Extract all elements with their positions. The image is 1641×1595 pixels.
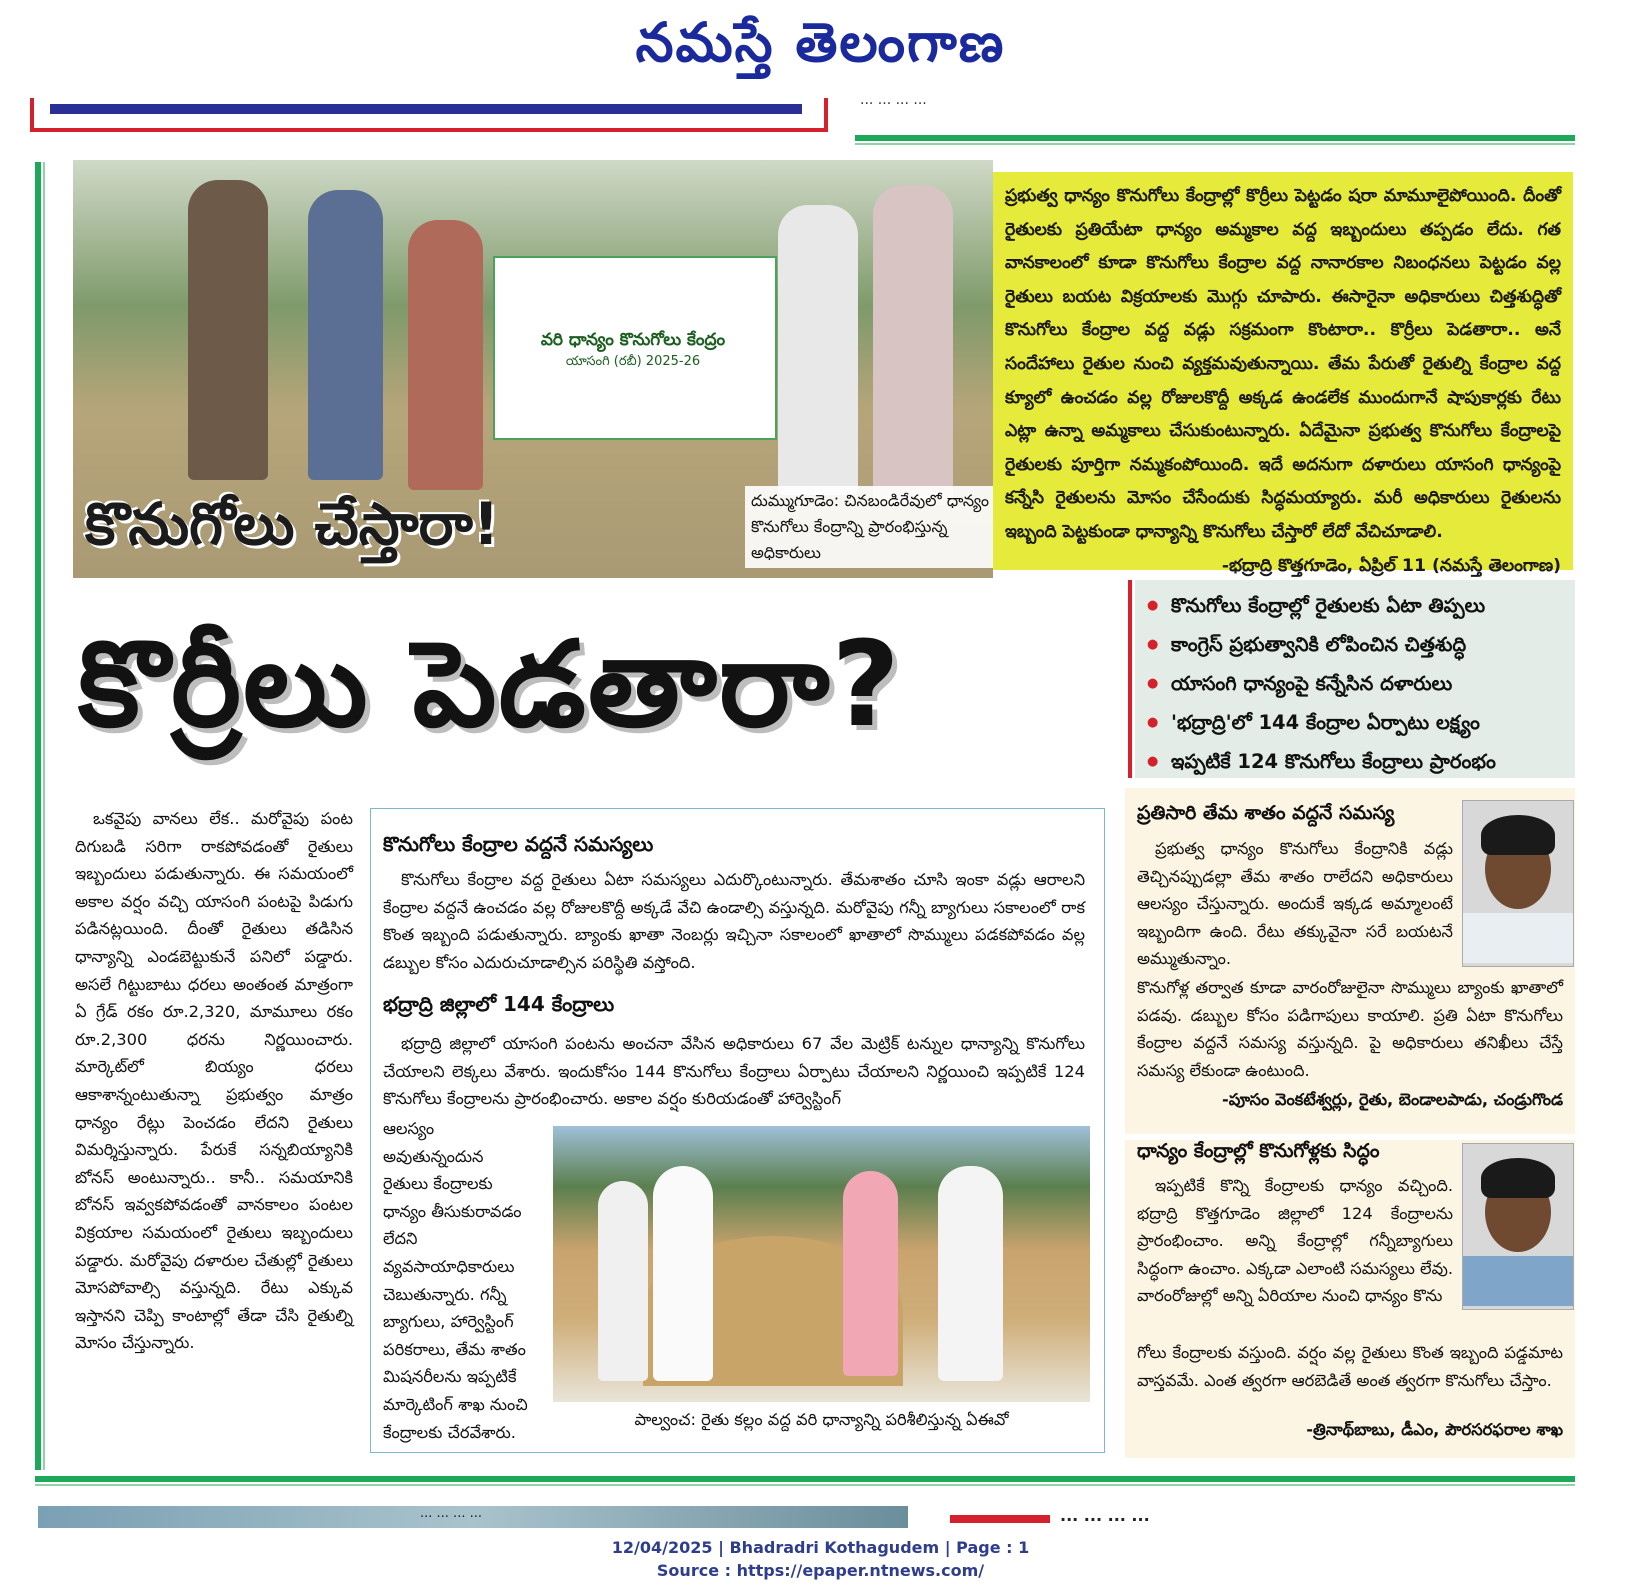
green-rule-bottom-thin [35,1484,1575,1486]
mid-heading-1: కొనుగోలు కేంద్రాల వద్దనే సమస్యలు [383,832,654,856]
highlight-item: ● 'భద్రాద్రి'లో 144 కేంద్రాల ఏర్పాటు లక్ష్యం [1145,703,1565,742]
farmer-quote-heading: ప్రతిసారి తేమ శాతం వద్దనే సమస్య [1137,802,1395,824]
left-column [75,805,353,1357]
frame-left-thin [43,162,45,1470]
headline: కొర్రీలు పెడతారా? [78,615,902,753]
farmer-quote-text-b: కొనుగోళ్ల తర్వాత కూడా వారంరోజులైనా సొమ్ములు బ్యాంకు ఖాతాలో పడవు. డబ్బుల కోసం పడిగాపులు కాయాలి. ప్రతి ఏటా కొనుగోలు కేంద్రాల వద్దనే సమస్య వస్తున్నది. పై అధికారులు తనిఖీలు చేస్తే సమస్య లేకుండా ఉంటుంది. [1137,978,1563,1080]
banner-title: వరి ధాన్యం కొనుగోలు కేంద్రం యాసంగి (రబీ) 2025-26 [540,330,726,369]
bullets-red-bar [1128,580,1132,778]
green-rule-top-thin [855,143,1575,145]
highlight-item: ● యాసంగి ధాన్యంపై కన్నేసిన దళారులు [1145,664,1565,703]
mid-paragraph-2: భద్రాద్రి జిల్లాలో యాసంగి పంటను అంచనా వేసిన అధికారులు 67 వేల మెట్రిక్ టన్నుల ధాన్యాన్ని కొనుగోలు చేయాలని లెక్కలు వేశారు. ఇందుకోసం 144 కొనుగోలు కేంద్రాలు ఏర్పాటు చేయాలని నిర్ణయించి ఇప్పటికే 124 కొనుగోలు కేంద్రాలను ప్రారంభించారు. అకాల వర్షం కురియడంతో హార్వెస్టింగ్ [383,1034,1085,1109]
frame-left [35,162,41,1470]
person-figure [653,1166,713,1381]
next-article-red-mark [950,1515,1050,1523]
masthead: నమస్తే తెలంగాణ [635,10,1006,74]
green-rule-bottom [35,1476,1575,1482]
person-figure [598,1181,648,1381]
official-portrait [1462,1143,1574,1310]
person-figure [873,185,953,505]
person-figure [408,220,483,490]
footer-date-edition: 12/04/2025 | Bhadradri Kothagudem | Page : 1 [611,1538,1030,1557]
official-quote-heading: ధాన్యం కేంద్రాల్లో కొనుగోళ్లకు సిద్ధం [1137,1140,1380,1162]
intro-text: ప్రభుత్వ ధాన్యం కొనుగోలు కేంద్రాల్లో కొర్రీలు పెట్టడం షరా మామూలైపోయింది. దీంతో రైతులకు ప్రతియేటా ధాన్యం అమ్మకాల వద్ద ఇబ్బందులు తప్పడం లేదు. గత వానకాలంలో కూడా కొనుగోలు కేంద్రాల వద్ద నానారకాల నిబంధనలు పెట్టడం వల్ల రైతులు బయట విక్రయాలకు మొగ్గు చూపారు. ఈసారైనా అధికారులు చిత్తశుద్ధితో కొనుగోలు కేంద్రాల వద్ద వడ్లు సక్రమంగా కొంటారా.. కొర్రీలు పెడతారా.. అనే సందేహాలు రైతుల నుంచి వ్యక్తమవుతున్నాయి. తేమ పేరుతో రైతుల్ని కేంద్రాల వద్ద క్యూలో ఉంచడం వల్ల రోజులకొద్దీ అక్కడ ఉండలేక ముందుగానే షాపుకార్లకు రేటు ఎట్లా ఉన్నా అమ్మకాలు చేసుకుంటున్నారు. ఏదేమైనా ప్రభుత్వ కొనుగోలు కేంద్రాలపై రైతులకు పూర్తిగా నమ్మకంపోయింది. ఇదే అదనుగా దళారులు యాసంగి ధాన్యంపై కన్నేసి రైతులను మోసం చేసేందుకు సిద్ధమయ్యారు. మరీ అధికారులు రైతులను ఇబ్బంది పెట్టకుండా ధాన్యాన్ని కొనుగోలు చేస్తారో లేదో వేచిచూడాలి. [1005,186,1561,542]
farmer-portrait [1462,800,1574,967]
official-quote-signature: -త్రినాథ్‌బాబు, డీఎం, పౌరసరఫరాల శాఖ [1306,1420,1563,1439]
official-quote-text-a: ఇప్పటికే కొన్ని కేంద్రాలకు ధాన్యం వచ్చింది. భద్రాద్రి కొత్తగూడెం జిల్లాలో 124 కేంద్రాలను ప్రారంభించాం. అన్ని కేంద్రాల్లో గన్నీబ్యాగులు సిద్ధంగా ఉంచాం. ఎక్కడా ఎలాంటి సమస్యలు లేవు. వారంరోజుల్లో అన్ని ఏరియాల నుంచి ధాన్యం కొను [1137,1176,1453,1306]
official-quote-text-b: గోలు కేంద్రాలకు వస్తుంది. వర్షం వల్ల రైతులు కొంత ఇబ్బంది పడ్డమాట వాస్తవమే. ఎంత త్వరగా ఆరబెడితే అంత త్వరగా కొనుగోలు చేస్తాం. [1137,1343,1563,1390]
mid-paragraph-1: కొనుగోలు కేంద్రాల వద్ద రైతులు ఏటా సమస్యలు ఎదుర్కొంటున్నారు. తేమశాతం చూసి ఇంకా వడ్లు ఆరాలని కేంద్రాల వద్దనే ఉంచడం వల్ల రోజులకొద్దీ అక్కడే వేచి ఉండాల్సి వస్తున్నది. మరోవైపు గన్నీ బ్యాగులు సకాలంలో రాక కొంత ఇబ్బంది పడుతున్నారు. బ్యాంకు ఖాతా నెంబర్లు ఇచ్చినా సకాలంలో ఖాతాలో సొమ్ములు పడకపోవడం వల్ల డబ్బుల కోసం ఎదురుచూడాల్సిన పరిస్థితి వస్తోంది. [383,870,1085,972]
mid-paragraph-3: ఆలస్యం అవుతున్నందున రైతులు కేంద్రాలకు ధాన్యం తీసుకురావడం లేదని వ్యవసాయాధికారులు చెబుతున్నారు. గన్నీ బ్యాగులు, హార్వెస్టింగ్ పరికరాలు, తేమ శాతం మిషనరీలను ఇప్పటికే మార్కెటింగ్ శాఖ నుంచి కేంద్రాలకు చేరవేశారు. [383,1119,528,1442]
highlight-item: ● కాంగ్రెస్ ప్రభుత్వానికి లోపించిన చిత్తశుద్ధి [1145,625,1565,664]
footer-source[interactable]: Source : https://epaper.ntnews.com/ [656,1561,985,1580]
intro-box [993,172,1573,576]
person-figure [308,190,383,480]
farmer-quote-text-a: ప్రభుత్వ ధాన్యం కొనుగోలు కేంద్రానికి వడ్లు తెచ్చినప్పుడల్లా తేమ శాతం రాలేదని అధికారులు ఆలస్యం చేస్తున్నారు. అందుకే ఇక్కడ అమ్మాలంటే ఇబ్బందిగా ఉంది. రేటు తక్కువైనా సరే బయటనే అమ్ముతున్నాం. [1137,839,1453,969]
highlights-box [1135,580,1575,778]
highlight-item: ● ఇప్పటికే 124 కొనుగోలు కేంద్రాలు ప్రారంభం [1145,742,1565,781]
person-figure [778,205,858,495]
mid-photo-caption: పాల్వంచ: రైతు కల్లం వద్ద వరి ధాన్యాన్ని పరిశీలిస్తున్న ఏఈవో [634,1410,1009,1429]
top-strip-text: ... ... ... ... [860,92,927,108]
mid-heading-2: భద్రాద్రి జిల్లాలో 144 కేంద్రాలు [383,992,615,1016]
mid-photo [553,1126,1090,1402]
top-photo-caption: దుమ్ముగూడెం: చినబండిరేవులో ధాన్యం కొనుగోలు కేంద్రాన్ని ప్రారంభిస్తున్న అధికారులు [745,486,997,568]
person-figure [843,1171,898,1376]
intro-signature: -భద్రాద్రి కొత్తగూడెం, ఏప్రిల్ 11 (నమస్తే తెలంగాణ) [1221,555,1561,576]
person-figure [188,180,268,480]
farmer-quote-signature: -పూసం వెంకటేశ్వర్లు, రైతు, బెండాలపాడు, చండ్రుగొండ [1222,1090,1563,1109]
person-figure [938,1166,1003,1381]
masthead-blue-rule [50,104,802,114]
next-article-text: ... ... ... ... [420,1506,482,1521]
highlight-item: ● కొనుగోలు కేంద్రాల్లో రైతులకు ఏటా తిప్పలు [1145,586,1565,625]
next-article-headline: ... ... ... ... [1060,1506,1150,1524]
left-column-text: ఒకవైపు వానలు లేక.. మరోవైపు పంట దిగుబడి సరిగా రాకపోవడంతో రైతులు ఇబ్బందులు పడుతున్నారు. ఈ సమయంలో అకాల వర్షం వచ్చి యాసంగి పంటపై పిడుగు పడినట్లయింది. దీంతో రైతులు తడిసిన ధాన్యాన్ని ఎండబెట్టుకునే పనిలో పడ్డారు. అసలే గిట్టుబాటు ధరలు అంతంత మాత్రంగా ఏ గ్రేడ్ రకం రూ.2,320, మామూలు రకం రూ.2,300 ధరను నిర్ణయించారు. మార్కెట్‌లో బియ్యం ధరలు ఆకాశాన్నంటుతున్నా ప్రభుత్వం మాత్రం ధాన్యం రేట్లు పెంచడం లేదని రైతులు విమర్శిస్తున్నారు. పేరుకే సన్నబియ్యానికి బోనస్ అంటున్నారు.. కానీ.. సమయానికి బోనస్ ఇవ్వకపోవడంతో వానకాలం పంటల విక్రయాల సమయంలో రైతులు ఇబ్బందులు పడ్డారు. మరోవైపు దళారుల చేతుల్లో రైతులు మోసపోవాల్సి వస్తున్నది. రేటు ఎక్కువ ఇస్తానని చెప్పి కాంటాల్లో తేడా చేసి రైతుల్ని మోసం చేస్తున్నారు. [75,809,353,1353]
green-rule-top [855,135,1575,141]
photo-overlay-title: కొనుగోలు చేస్తారా! [85,490,500,558]
